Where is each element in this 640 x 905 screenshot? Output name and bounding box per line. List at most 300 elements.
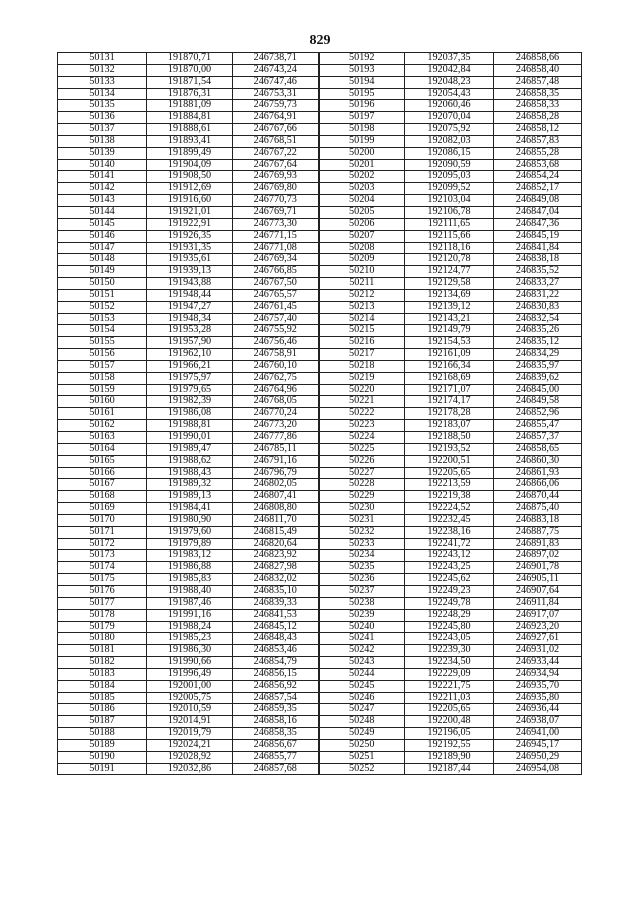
y-coordinate-cell: 246753,31 [233,88,319,100]
x-coordinate-cell: 192099,52 [405,183,494,195]
x-coordinate-cell: 191980,90 [147,514,233,526]
x-coordinate-cell: 191912,69 [147,183,233,195]
x-coordinate-cell: 191931,35 [147,242,233,254]
x-coordinate-cell: 192211,03 [405,692,494,704]
point-number-cell: 50186 [58,704,147,716]
x-coordinate-cell: 191983,12 [147,550,233,562]
x-coordinate-cell: 192161,09 [405,349,494,361]
table-row [58,751,582,763]
x-coordinate-cell: 192174,17 [405,396,494,408]
y-coordinate-cell: 246757,40 [233,313,319,325]
x-coordinate-cell: 191893,41 [147,135,233,147]
x-coordinate-cell: 192249,23 [405,585,494,597]
point-number-cell: 50157 [58,360,147,372]
point-number-cell: 50172 [58,538,147,550]
x-coordinate-cell: 191979,60 [147,526,233,538]
y-coordinate-cell: 246835,52 [494,266,582,278]
y-coordinate-cell: 246769,93 [233,171,319,183]
point-number-cell: 50137 [58,124,147,136]
point-number-cell: 50176 [58,585,147,597]
point-number-cell: 50244 [319,668,405,680]
x-coordinate-cell: 192060,46 [405,100,494,112]
point-number-cell: 50177 [58,597,147,609]
x-coordinate-cell: 191876,31 [147,88,233,100]
y-coordinate-cell: 246854,79 [233,657,319,669]
x-coordinate-cell: 192019,79 [147,728,233,740]
y-coordinate-cell: 246857,54 [233,692,319,704]
point-number-cell: 50184 [58,680,147,692]
y-coordinate-cell: 246827,98 [233,562,319,574]
table-row [58,455,582,467]
x-coordinate-cell: 191962,10 [147,349,233,361]
table-row [58,609,582,621]
x-coordinate-cell: 192005,75 [147,692,233,704]
x-coordinate-cell: 191975,97 [147,372,233,384]
y-coordinate-cell: 246830,83 [494,301,582,313]
table-row [58,443,582,455]
y-coordinate-cell: 246849,58 [494,396,582,408]
point-number-cell: 50140 [58,159,147,171]
x-coordinate-cell: 192001,00 [147,680,233,692]
x-coordinate-cell: 192120,78 [405,254,494,266]
point-number-cell: 50235 [319,562,405,574]
y-coordinate-cell: 246859,35 [233,704,319,716]
y-coordinate-cell: 246858,66 [494,53,582,65]
table-row [58,716,582,728]
x-coordinate-cell: 191986,30 [147,645,233,657]
point-number-cell: 50134 [58,88,147,100]
point-number-cell: 50242 [319,645,405,657]
y-coordinate-cell: 246917,07 [494,609,582,621]
point-number-cell: 50192 [319,53,405,65]
table-row [58,76,582,88]
point-number-cell: 50214 [319,313,405,325]
y-coordinate-cell: 246853,68 [494,159,582,171]
table-row [58,384,582,396]
x-coordinate-cell: 192042,84 [405,64,494,76]
y-coordinate-cell: 246941,00 [494,728,582,740]
point-number-cell: 50174 [58,562,147,574]
point-number-cell: 50199 [319,135,405,147]
table-row [58,124,582,136]
point-number-cell: 50241 [319,633,405,645]
point-number-cell: 50133 [58,76,147,88]
x-coordinate-cell: 191989,47 [147,443,233,455]
point-number-cell: 50153 [58,313,147,325]
table-row [58,230,582,242]
x-coordinate-cell: 192028,92 [147,751,233,763]
x-coordinate-cell: 191939,13 [147,266,233,278]
y-coordinate-cell: 246791,16 [233,455,319,467]
x-coordinate-cell: 192090,59 [405,159,494,171]
point-number-cell: 50179 [58,621,147,633]
point-number-cell: 50223 [319,420,405,432]
y-coordinate-cell: 246831,22 [494,289,582,301]
x-coordinate-cell: 191943,88 [147,278,233,290]
point-number-cell: 50149 [58,266,147,278]
y-coordinate-cell: 246767,50 [233,278,319,290]
coordinates-table [57,52,582,775]
point-number-cell: 50208 [319,242,405,254]
y-coordinate-cell: 246769,71 [233,206,319,218]
y-coordinate-cell: 246768,51 [233,135,319,147]
x-coordinate-cell: 191948,34 [147,313,233,325]
point-number-cell: 50165 [58,455,147,467]
point-number-cell: 50201 [319,159,405,171]
point-number-cell: 50142 [58,183,147,195]
x-coordinate-cell: 192213,59 [405,479,494,491]
y-coordinate-cell: 246764,91 [233,112,319,124]
y-coordinate-cell: 246834,29 [494,349,582,361]
point-number-cell: 50197 [319,112,405,124]
point-number-cell: 50217 [319,349,405,361]
x-coordinate-cell: 192219,38 [405,491,494,503]
y-coordinate-cell: 246931,02 [494,645,582,657]
point-number-cell: 50191 [58,763,147,775]
x-coordinate-cell: 192192,55 [405,739,494,751]
x-coordinate-cell: 192205,65 [405,704,494,716]
y-coordinate-cell: 246766,85 [233,266,319,278]
y-coordinate-cell: 246835,10 [233,585,319,597]
table-row [58,254,582,266]
table-row [58,396,582,408]
point-number-cell: 50178 [58,609,147,621]
x-coordinate-cell: 192187,44 [405,763,494,775]
y-coordinate-cell: 246767,64 [233,159,319,171]
point-number-cell: 50169 [58,503,147,515]
table-row [58,278,582,290]
point-number-cell: 50215 [319,325,405,337]
table-row [58,597,582,609]
table-row [58,739,582,751]
table-row [58,467,582,479]
point-number-cell: 50195 [319,88,405,100]
x-coordinate-cell: 192082,03 [405,135,494,147]
x-coordinate-cell: 192115,66 [405,230,494,242]
x-coordinate-cell: 192149,79 [405,325,494,337]
point-number-cell: 50173 [58,550,147,562]
table-row [58,538,582,550]
y-coordinate-cell: 246764,96 [233,384,319,396]
y-coordinate-cell: 246777,86 [233,432,319,444]
x-coordinate-cell: 191908,50 [147,171,233,183]
y-coordinate-cell: 246954,08 [494,763,582,775]
x-coordinate-cell: 191988,62 [147,455,233,467]
x-coordinate-cell: 191985,83 [147,574,233,586]
y-coordinate-cell: 246841,84 [494,242,582,254]
y-coordinate-cell: 246950,29 [494,751,582,763]
point-number-cell: 50232 [319,526,405,538]
point-number-cell: 50148 [58,254,147,266]
point-number-cell: 50152 [58,301,147,313]
y-coordinate-cell: 246769,34 [233,254,319,266]
x-coordinate-cell: 192129,58 [405,278,494,290]
point-number-cell: 50158 [58,372,147,384]
point-number-cell: 50189 [58,739,147,751]
x-coordinate-cell: 192168,69 [405,372,494,384]
point-number-cell: 50185 [58,692,147,704]
x-coordinate-cell: 191982,39 [147,396,233,408]
y-coordinate-cell: 246802,05 [233,479,319,491]
y-coordinate-cell: 246768,05 [233,396,319,408]
x-coordinate-cell: 192143,21 [405,313,494,325]
point-number-cell: 50167 [58,479,147,491]
table-row [58,657,582,669]
x-coordinate-cell: 192124,77 [405,266,494,278]
x-coordinate-cell: 192183,07 [405,420,494,432]
x-coordinate-cell: 192024,21 [147,739,233,751]
table-row [58,432,582,444]
y-coordinate-cell: 246852,17 [494,183,582,195]
y-coordinate-cell: 246832,54 [494,313,582,325]
table-row [58,692,582,704]
point-number-cell: 50207 [319,230,405,242]
point-number-cell: 50227 [319,467,405,479]
x-coordinate-cell: 191953,28 [147,325,233,337]
point-number-cell: 50205 [319,206,405,218]
point-number-cell: 50249 [319,728,405,740]
y-coordinate-cell: 246857,37 [494,432,582,444]
table-row [58,337,582,349]
y-coordinate-cell: 246761,45 [233,301,319,313]
table-row [58,680,582,692]
y-coordinate-cell: 246858,40 [494,64,582,76]
y-coordinate-cell: 246759,73 [233,100,319,112]
y-coordinate-cell: 246767,22 [233,147,319,159]
y-coordinate-cell: 246923,20 [494,621,582,633]
point-number-cell: 50228 [319,479,405,491]
point-number-cell: 50166 [58,467,147,479]
y-coordinate-cell: 246945,17 [494,739,582,751]
point-number-cell: 50181 [58,645,147,657]
y-coordinate-cell: 246891,83 [494,538,582,550]
x-coordinate-cell: 191990,66 [147,657,233,669]
y-coordinate-cell: 246858,28 [494,112,582,124]
point-number-cell: 50159 [58,384,147,396]
y-coordinate-cell: 246845,00 [494,384,582,396]
table-row [58,633,582,645]
y-coordinate-cell: 246773,30 [233,218,319,230]
y-coordinate-cell: 246860,30 [494,455,582,467]
y-coordinate-cell: 246855,28 [494,147,582,159]
table-row [58,325,582,337]
y-coordinate-cell: 246835,12 [494,337,582,349]
point-number-cell: 50251 [319,751,405,763]
point-number-cell: 50141 [58,171,147,183]
y-coordinate-cell: 246901,78 [494,562,582,574]
table-row [58,479,582,491]
point-number-cell: 50219 [319,372,405,384]
table-row [58,195,582,207]
table-row [58,171,582,183]
y-coordinate-cell: 246857,68 [233,763,319,775]
point-number-cell: 50150 [58,278,147,290]
y-coordinate-cell: 246933,44 [494,657,582,669]
y-coordinate-cell: 246796,79 [233,467,319,479]
x-coordinate-cell: 191989,13 [147,491,233,503]
x-coordinate-cell: 192095,03 [405,171,494,183]
y-coordinate-cell: 246856,92 [233,680,319,692]
y-coordinate-cell: 246847,04 [494,206,582,218]
x-coordinate-cell: 192171,07 [405,384,494,396]
x-coordinate-cell: 192245,80 [405,621,494,633]
table-row [58,159,582,171]
y-coordinate-cell: 246870,44 [494,491,582,503]
y-coordinate-cell: 246849,08 [494,195,582,207]
point-number-cell: 50147 [58,242,147,254]
x-coordinate-cell: 192178,28 [405,408,494,420]
x-coordinate-cell: 192193,52 [405,443,494,455]
y-coordinate-cell: 246905,11 [494,574,582,586]
point-number-cell: 50136 [58,112,147,124]
y-coordinate-cell: 246833,27 [494,278,582,290]
y-coordinate-cell: 246845,12 [233,621,319,633]
point-number-cell: 50182 [58,657,147,669]
point-number-cell: 50211 [319,278,405,290]
point-number-cell: 50135 [58,100,147,112]
point-number-cell: 50155 [58,337,147,349]
y-coordinate-cell: 246762,75 [233,372,319,384]
y-coordinate-cell: 246858,65 [494,443,582,455]
y-coordinate-cell: 246845,19 [494,230,582,242]
y-coordinate-cell: 246866,06 [494,479,582,491]
table-row [58,360,582,372]
x-coordinate-cell: 191988,43 [147,467,233,479]
table-row [58,242,582,254]
point-number-cell: 50245 [319,680,405,692]
table-row [58,372,582,384]
y-coordinate-cell: 246835,97 [494,360,582,372]
table-row [58,349,582,361]
point-number-cell: 50202 [319,171,405,183]
x-coordinate-cell: 192200,51 [405,455,494,467]
x-coordinate-cell: 192249,78 [405,597,494,609]
table-row [58,112,582,124]
point-number-cell: 50170 [58,514,147,526]
point-number-cell: 50243 [319,657,405,669]
point-number-cell: 50187 [58,716,147,728]
x-coordinate-cell: 192200,48 [405,716,494,728]
point-number-cell: 50204 [319,195,405,207]
point-number-cell: 50145 [58,218,147,230]
y-coordinate-cell: 246938,07 [494,716,582,728]
y-coordinate-cell: 246875,40 [494,503,582,515]
y-coordinate-cell: 246808,80 [233,503,319,515]
x-coordinate-cell: 192221,75 [405,680,494,692]
point-number-cell: 50247 [319,704,405,716]
x-coordinate-cell: 192154,53 [405,337,494,349]
point-number-cell: 50238 [319,597,405,609]
y-coordinate-cell: 246760,10 [233,360,319,372]
y-coordinate-cell: 246738,71 [233,53,319,65]
x-coordinate-cell: 191989,32 [147,479,233,491]
x-coordinate-cell: 191870,00 [147,64,233,76]
point-number-cell: 50168 [58,491,147,503]
x-coordinate-cell: 191916,60 [147,195,233,207]
point-number-cell: 50250 [319,739,405,751]
x-coordinate-cell: 191922,91 [147,218,233,230]
table-row [58,88,582,100]
point-number-cell: 50230 [319,503,405,515]
x-coordinate-cell: 192134,69 [405,289,494,301]
point-number-cell: 50221 [319,396,405,408]
y-coordinate-cell: 246758,91 [233,349,319,361]
x-coordinate-cell: 192243,05 [405,633,494,645]
y-coordinate-cell: 246770,24 [233,408,319,420]
x-coordinate-cell: 192248,29 [405,609,494,621]
y-coordinate-cell: 246755,92 [233,325,319,337]
point-number-cell: 50246 [319,692,405,704]
x-coordinate-cell: 192014,91 [147,716,233,728]
point-number-cell: 50151 [58,289,147,301]
table-row [58,621,582,633]
x-coordinate-cell: 191979,89 [147,538,233,550]
point-number-cell: 50248 [319,716,405,728]
x-coordinate-cell: 191990,01 [147,432,233,444]
point-number-cell: 50224 [319,432,405,444]
table-row [58,574,582,586]
table-row [58,562,582,574]
table-row [58,704,582,716]
x-coordinate-cell: 192188,50 [405,432,494,444]
y-coordinate-cell: 246785,11 [233,443,319,455]
point-number-cell: 50163 [58,432,147,444]
point-number-cell: 50161 [58,408,147,420]
y-coordinate-cell: 246852,96 [494,408,582,420]
table-row [58,491,582,503]
table-row [58,550,582,562]
table-row [58,420,582,432]
y-coordinate-cell: 246832,02 [233,574,319,586]
y-coordinate-cell: 246935,70 [494,680,582,692]
table-row [58,645,582,657]
point-number-cell: 50200 [319,147,405,159]
x-coordinate-cell: 192243,12 [405,550,494,562]
point-number-cell: 50171 [58,526,147,538]
y-coordinate-cell: 246855,77 [233,751,319,763]
x-coordinate-cell: 191888,61 [147,124,233,136]
x-coordinate-cell: 192048,23 [405,76,494,88]
point-number-cell: 50154 [58,325,147,337]
y-coordinate-cell: 246934,94 [494,668,582,680]
table-row [58,313,582,325]
y-coordinate-cell: 246771,08 [233,242,319,254]
x-coordinate-cell: 191926,35 [147,230,233,242]
x-coordinate-cell: 192245,62 [405,574,494,586]
table-row [58,301,582,313]
point-number-cell: 50193 [319,64,405,76]
table-row [58,585,582,597]
x-coordinate-cell: 191899,49 [147,147,233,159]
point-number-cell: 50196 [319,100,405,112]
point-number-cell: 50198 [319,124,405,136]
point-number-cell: 50164 [58,443,147,455]
y-coordinate-cell: 246767,66 [233,124,319,136]
table-row [58,728,582,740]
x-coordinate-cell: 192205,65 [405,467,494,479]
point-number-cell: 50231 [319,514,405,526]
point-number-cell: 50233 [319,538,405,550]
y-coordinate-cell: 246883,18 [494,514,582,526]
table-row [58,135,582,147]
x-coordinate-cell: 191870,71 [147,53,233,65]
table-row [58,526,582,538]
x-coordinate-cell: 191921,01 [147,206,233,218]
y-coordinate-cell: 246841,53 [233,609,319,621]
point-number-cell: 50229 [319,491,405,503]
point-number-cell: 50212 [319,289,405,301]
x-coordinate-cell: 191979,65 [147,384,233,396]
